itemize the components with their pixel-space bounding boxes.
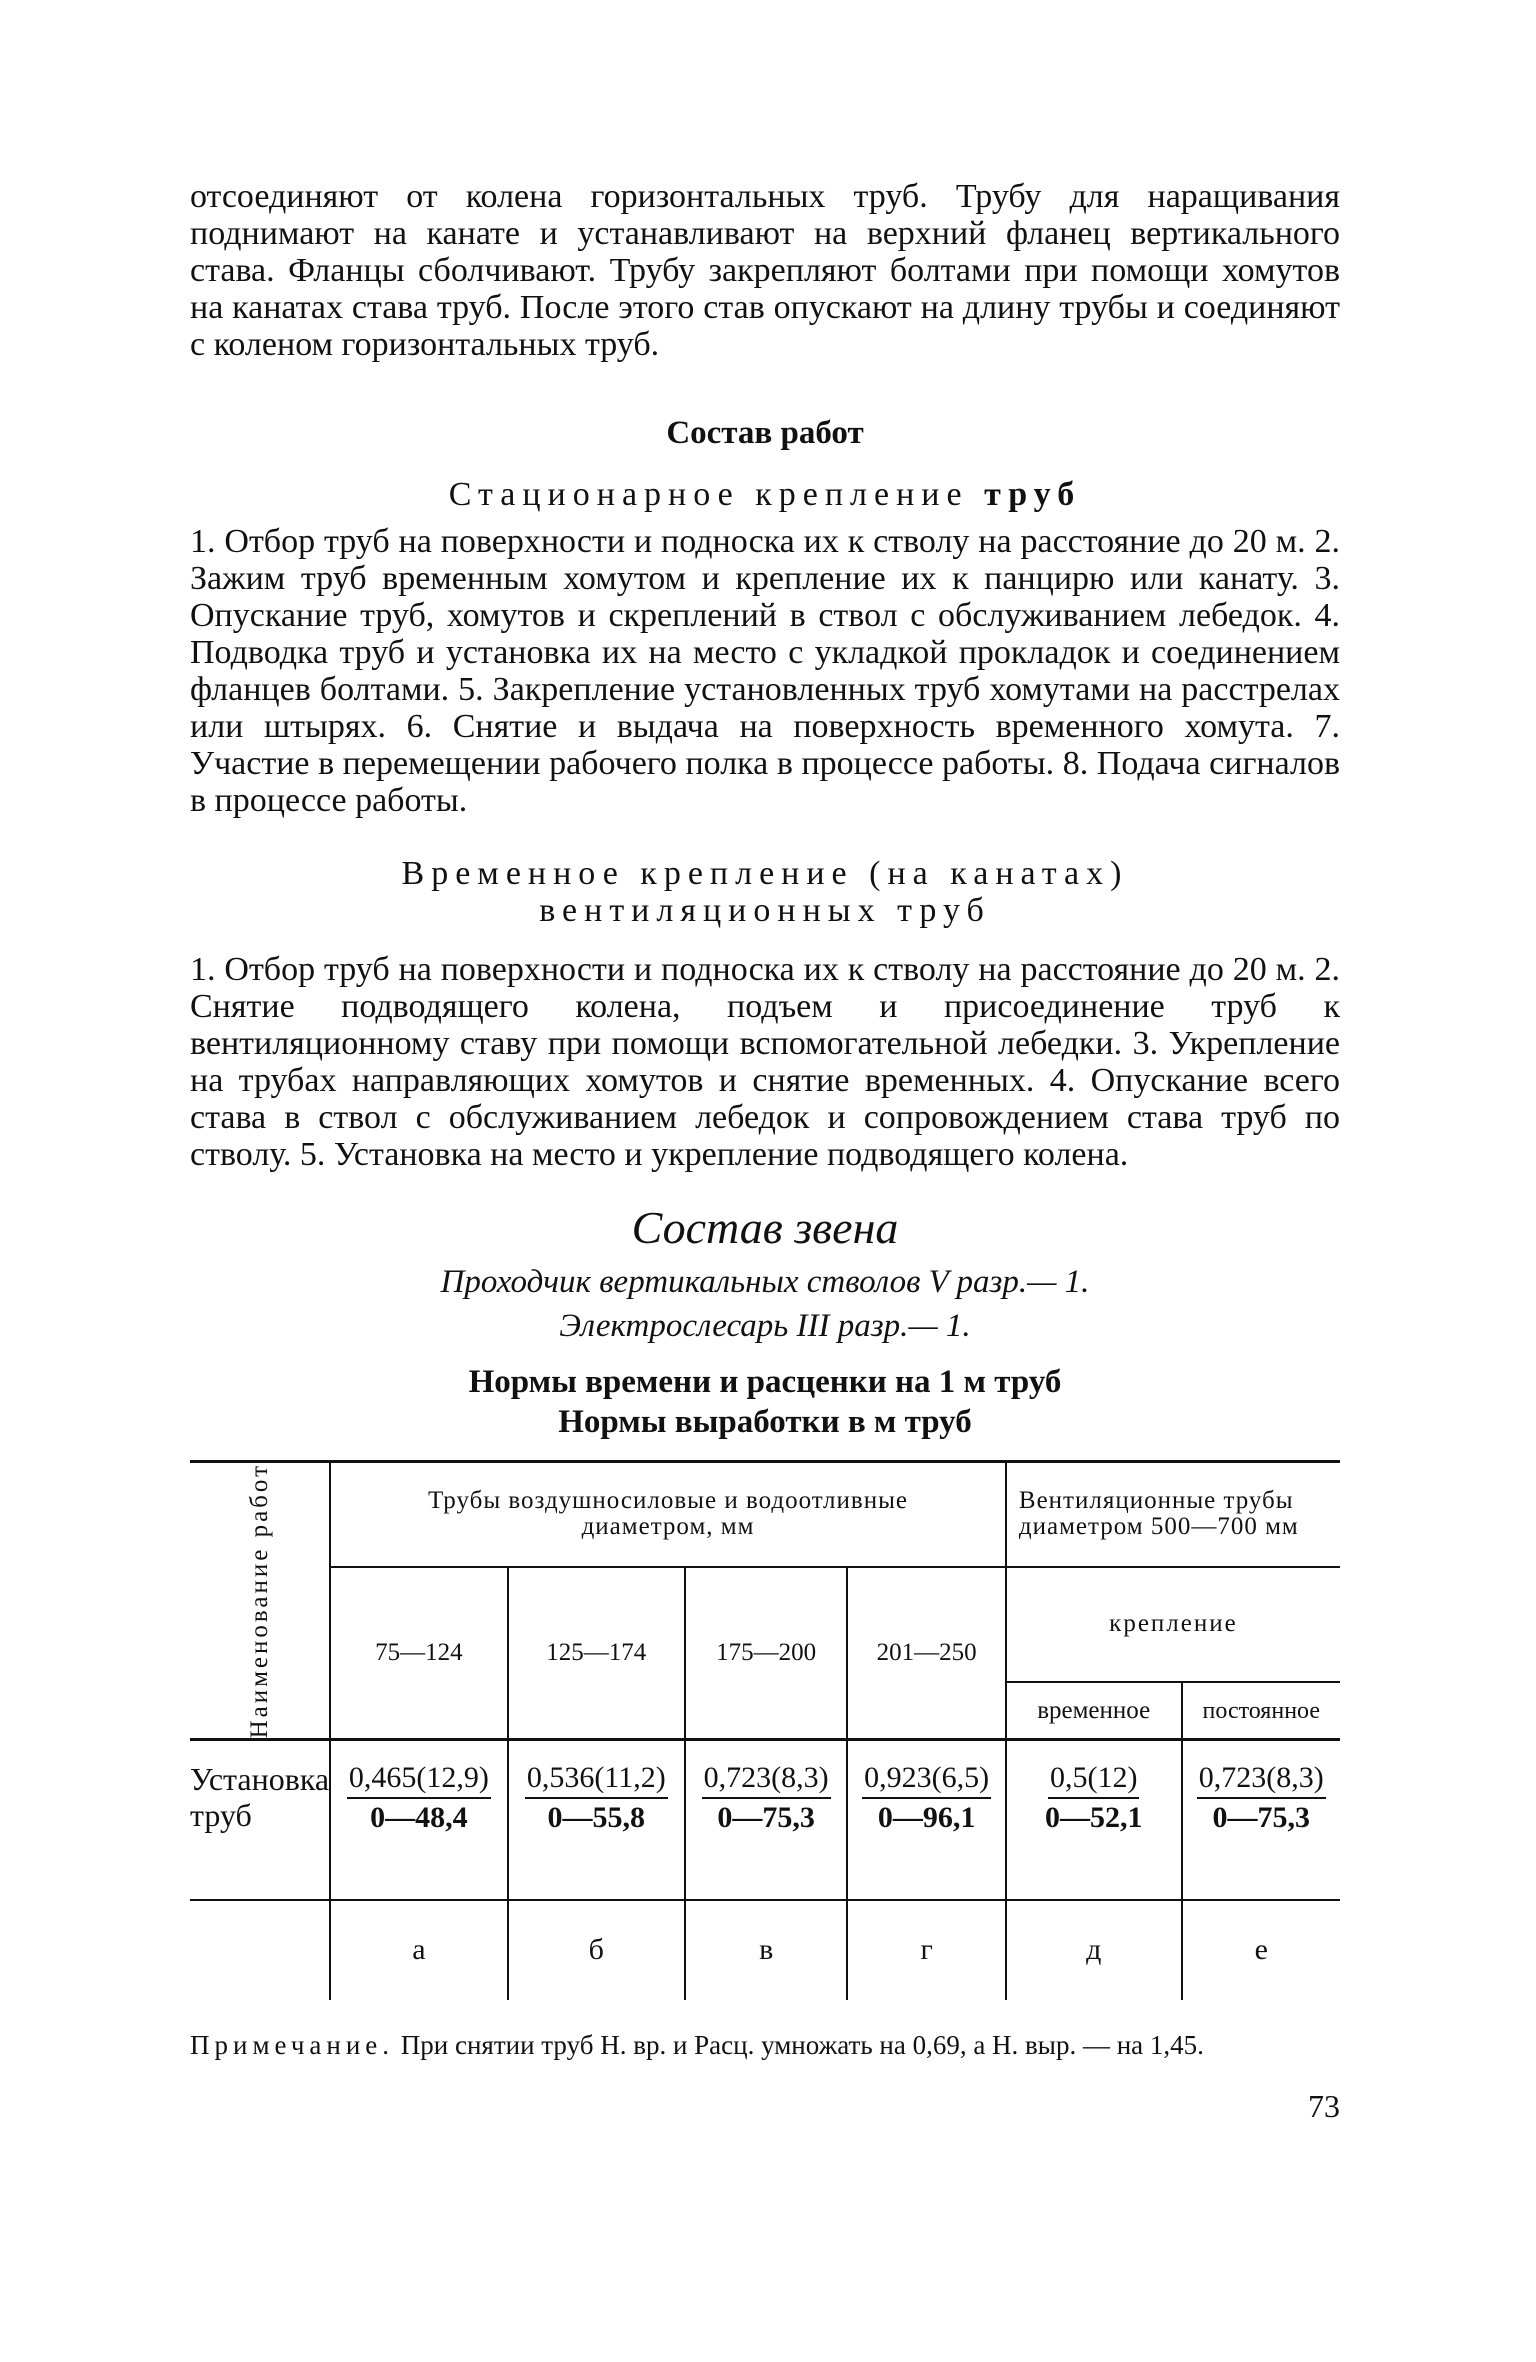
page (190, 178, 1340, 2125)
letter-b: б (508, 1900, 685, 2000)
norms-table (190, 1460, 1340, 2000)
subsection-title-2-line2: вентиляционных труб (539, 892, 991, 929)
value-top: 0,923(6,5) (862, 1761, 991, 1799)
work-list-1: 1. Отбор труб на поверхности и подноска их к стволу на расстояние до 20 м. 2. Зажим труб временным хомутом и крепление их к панцирю или канату. 3. Опускание труб, хомутов и скреплений в ствол с обслуживанием лебедок. 4. Подводка труб и установка их на место с укладкой прокладок и соединением фланцев болтами. 5. Закрепление установленных труб хомутами на расстрелах или штырях. 6. Снятие и выдача на поверхность временного хомута. 7. Участие в перемещении рабочего полка в процессе работы. 8. Подача сигналов в процессе работы. (190, 523, 1340, 819)
letter-cell-empty (190, 1900, 330, 2000)
value-top: 0,5(12) (1048, 1761, 1139, 1799)
col-header-2: 125—174 (508, 1567, 685, 1740)
col-header-4: 201—250 (847, 1567, 1005, 1740)
col-header-5: временное (1006, 1682, 1182, 1740)
intro-paragraph: отсоединяют от колена горизонтальных труб. Трубу для наращивания поднимают на канате и устанавливают на верхний фланец вертикального става. Фланцы сболчивают. Трубу закрепляют болтами при помощи хомутов на канатах става труб. После этого став опускают на длину трубы и соединяют с коленом горизонтальных труб. (190, 178, 1340, 363)
footnote-label: Примечание. (190, 2029, 395, 2060)
value-cell-1 (330, 1740, 508, 1900)
value-bottom: 0—52,1 (1044, 1801, 1143, 1835)
col-header-1: 75—124 (330, 1567, 508, 1740)
letter-g: г (847, 1900, 1005, 2000)
col-header-6: постоянное (1182, 1682, 1341, 1740)
letter-d: д (1006, 1900, 1182, 2000)
page-number: 73 (1308, 2087, 1340, 2124)
letter-v: в (685, 1900, 848, 2000)
subsection-title-2 (190, 855, 1340, 929)
crew-line-2: Электрослесарь III разр.— 1. (559, 1308, 971, 1344)
group1-header: Трубы воздушносиловые и водоотливные диаметром, мм (330, 1462, 1006, 1567)
subsection-title-1 (190, 476, 1340, 513)
value-cell-6 (1182, 1740, 1341, 1900)
value-top: 0,465(12,9) (347, 1761, 491, 1799)
work-list-2: 1. Отбор труб на поверхности и подноска их к стволу на расстояние до 20 м. 2. Снятие подводящего колена, подъем и присоединение труб к вентиляционному ставу при помощи вспомогательной лебедки. 3. Укрепление на трубах направляющих хомутов и снятие временных. 4. Опускание всего става в ствол с обслуживанием лебедок и сопровождением става труб по стволу. 5. Установка на место и укрепление подводящего колена. (190, 951, 1340, 1173)
subsection-title-1-bold: труб (984, 476, 1082, 513)
value-cell-3 (685, 1740, 848, 1900)
col-header-3: 175—200 (685, 1567, 848, 1740)
footnote-text: При снятии труб Н. вр. и Расц. умножать на 0,69, а Н. выр. — на 1,45. (400, 2029, 1204, 2060)
letter-e: е (1254, 1933, 1268, 1967)
group2-header: Вентиляционные трубы диаметром 500—700 мм (1006, 1462, 1340, 1567)
letter-a: а (330, 1900, 508, 2000)
crew-list (190, 1260, 1340, 1348)
value-bottom: 0—75,3 (717, 1801, 815, 1835)
subsection-title-1-text: Стационарное крепление (448, 476, 969, 513)
value-top: 0,723(8,3) (1197, 1761, 1326, 1799)
value-top: 0,536(11,2) (525, 1761, 668, 1799)
value-bottom: 0—96,1 (877, 1801, 976, 1835)
value-bottom: 0—55,8 (547, 1801, 645, 1835)
name-header: Наименование работ (245, 1463, 273, 1739)
table-title (190, 1362, 1340, 1442)
section-title: Состав работ (666, 415, 864, 451)
value-cell-2 (508, 1740, 685, 1900)
value-bottom: 0—48,4 (370, 1801, 468, 1835)
name-header-cell (190, 1462, 330, 1740)
crew-title: Состав звена (631, 1202, 899, 1253)
value-top: 0,723(8,3) (702, 1761, 831, 1799)
crew-line-1: Проходчик вертикальных стволов V разр.— 1. (440, 1264, 1090, 1300)
footnote (190, 2030, 1340, 2060)
row-name: Установка труб (190, 1740, 330, 1900)
table-title-line2: Нормы выработки в м труб (558, 1404, 972, 1440)
value-bottom: 0—75,3 (1212, 1801, 1310, 1835)
table-title-line1: Нормы времени и расценки на 1 м труб (468, 1364, 1062, 1400)
value-cell-5 (1006, 1740, 1182, 1900)
group2-subheader: крепление (1006, 1567, 1340, 1682)
value-cell-4 (847, 1740, 1005, 1900)
subsection-title-2-line1: Временное крепление (на канатах) (401, 855, 1129, 892)
